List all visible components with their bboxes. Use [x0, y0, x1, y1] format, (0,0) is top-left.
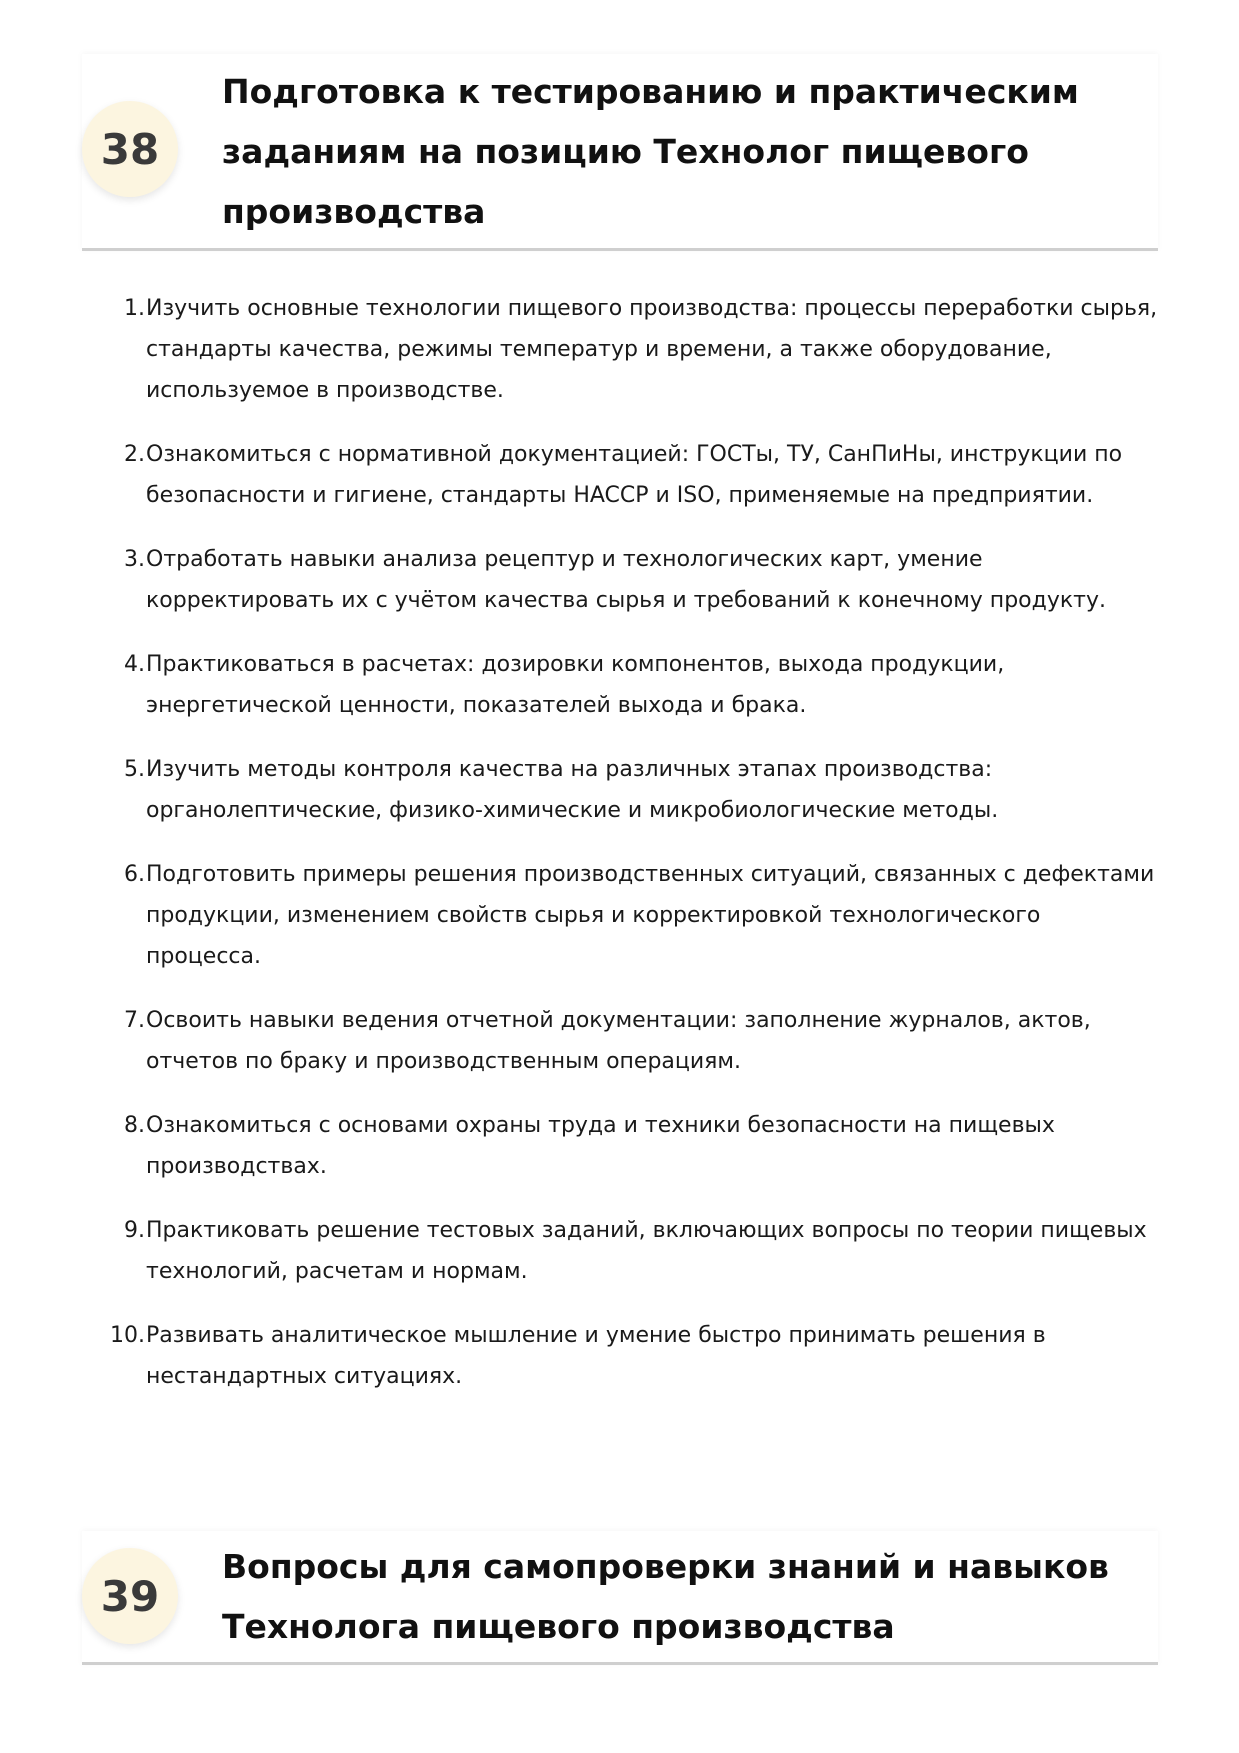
list-item-text: Ознакомиться с основами охраны труда и техники безопасности на пищевых производствах. — [146, 1113, 1055, 1179]
list-item — [124, 854, 1160, 977]
section-title: Вопросы для самопроверки знаний и навыков Технолога пищевого производства — [222, 1547, 1109, 1646]
list-item-number: 9. — [124, 1218, 145, 1243]
list-item-text: Подготовить примеры решения производственных ситуаций, связанных с дефектами продукции, изменением свойств сырья и корректировкой технологического процесса. — [146, 862, 1155, 969]
section-number-badge: 38 — [82, 101, 178, 197]
list-item — [124, 749, 1160, 831]
task-list — [110, 288, 1160, 1420]
section-number-badge: 39 — [82, 1548, 178, 1644]
list-item-text: Изучить основные технологии пищевого производства: процессы переработки сырья, стандарты качества, режимы температур и времени, а также оборудование, используемое в производстве. — [146, 296, 1158, 403]
list-item-number: 8. — [124, 1113, 145, 1138]
list-item-text: Практиковать решение тестовых заданий, включающих вопросы по теории пищевых технологий, расчетам и нормам. — [146, 1218, 1147, 1284]
list-item — [110, 1315, 1160, 1397]
list-item-number: 3. — [124, 547, 145, 572]
list-item-text: Практиковаться в расчетах: дозировки компонентов, выхода продукции, энергетической ценности, показателей выхода и брака. — [146, 652, 1005, 718]
section-header-39 — [82, 1531, 1158, 1665]
list-item — [124, 434, 1160, 516]
list-item-number: 6. — [124, 862, 145, 887]
list-item — [124, 288, 1160, 411]
list-item-number: 5. — [124, 757, 145, 782]
section-title: Подготовка к тестированию и практическим заданиям на позицию Технолог пищевого производства — [222, 72, 1079, 231]
list-item — [124, 1000, 1160, 1082]
list-item — [124, 539, 1160, 621]
section-header-38 — [82, 54, 1158, 251]
list-item — [124, 644, 1160, 726]
list-item-number: 2. — [124, 442, 145, 467]
list-item — [124, 1210, 1160, 1292]
list-item-number: 10. — [110, 1323, 145, 1348]
list-item-number: 1. — [124, 296, 145, 321]
list-item-text: Развивать аналитическое мышление и умение быстро принимать решения в нестандартных ситуациях. — [146, 1323, 1046, 1389]
list-item-text: Отработать навыки анализа рецептур и технологических карт, умение корректировать их с учётом качества сырья и требований к конечному продукту. — [146, 547, 1106, 613]
list-item-number: 7. — [124, 1008, 145, 1033]
list-item — [124, 1105, 1160, 1187]
list-item-text: Изучить методы контроля качества на различных этапах производства: органолептические, физико-химические и микробиологические методы. — [146, 757, 999, 823]
list-item-number: 4. — [124, 652, 145, 677]
list-item-text: Ознакомиться с нормативной документацией: ГОСТы, ТУ, СанПиНы, инструкции по безопасности и гигиене, стандарты HACCP и ISO, применяемые на предприятии. — [146, 442, 1123, 508]
list-item-text: Освоить навыки ведения отчетной документации: заполнение журналов, актов, отчетов по браку и производственным операциям. — [146, 1008, 1091, 1074]
